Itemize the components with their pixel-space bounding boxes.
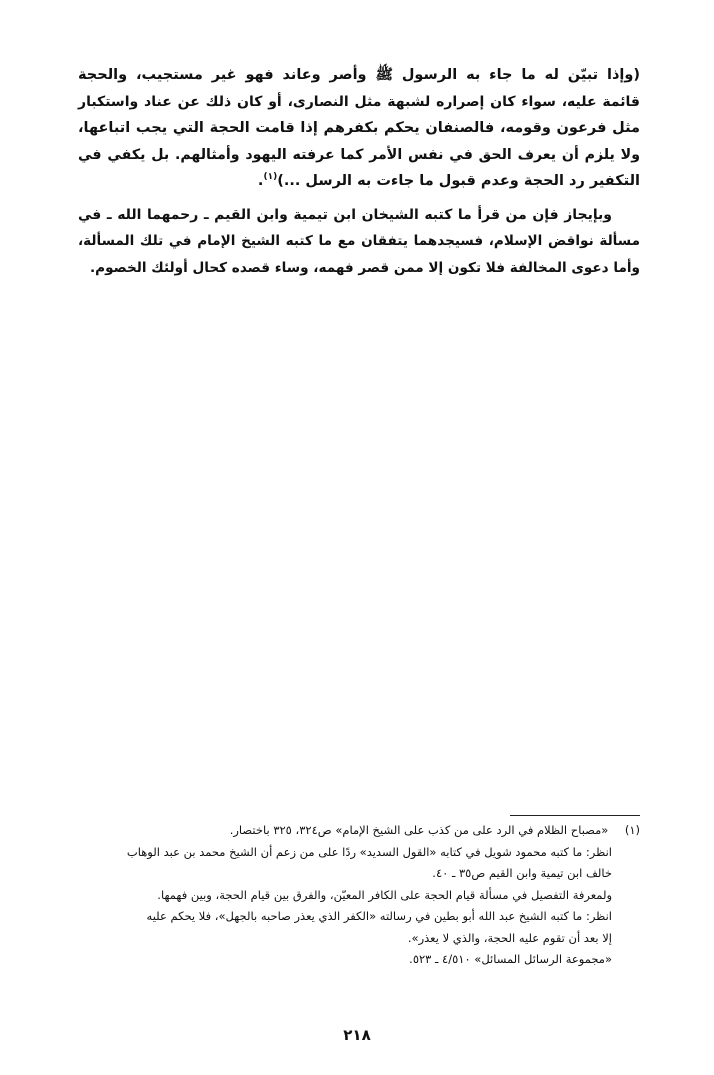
footnote-line: انظر: ما كتبه محمود شويل في كتابه «القول السديد» ردًا على من زعم أن الشيخ محمد بن عبد الوهاب <box>126 844 612 859</box>
footnote-number: (١) <box>624 823 640 837</box>
text-line: مسألة نواقض الإسلام، فسيجدهما يتفقان مع ما كتبه الشيخ الإمام في تلك المسألة، <box>78 233 640 249</box>
footnote-line: انظر: ما كتبه الشيخ عبد الله أبو بطين في رسالته «الكفر الذي يعذر صاحبه بالجهل»، فلا يحكم عليه <box>146 909 612 923</box>
footnote-line: «مجموعة الرسائل المسائل» ٤/٥١٠ ـ ٥٢٣. <box>409 952 612 966</box>
footnotes-block <box>78 820 640 971</box>
footnote-line <box>78 820 640 842</box>
text-line: قائمة عليه، سواء كان إصراره لشبهة مثل النصارى، أو كان ذلك عن عناد واستكبار <box>78 93 640 110</box>
text-line: وبإيجاز فإن من قرأ ما كتبه الشيخان ابن تيمية وابن القيم ـ رحمهما الله ـ في <box>78 206 612 223</box>
footnote-line: خالف ابن تيمية وابن القيم ص٣٥ ـ ٤٠. <box>432 866 612 880</box>
footnote-line: إلا بعد أن تقوم عليه الحجة، والذي لا يعذر». <box>407 930 612 945</box>
footnote-reference: (١) <box>263 172 278 183</box>
page-number: ٢١٨ <box>343 1026 371 1044</box>
text-line: (وإذا تبيّن له ما جاء به الرسول ﷺ وأصر وعاند فهو غير مستجيب، والحجة <box>78 67 640 83</box>
end-mark: . <box>257 173 264 189</box>
main-text-block <box>78 62 640 281</box>
text-line: وأما دعوى المخالفة فلا تكون إلا ممن قصر فهمه، وساء قصده كحال أولئك الخصوم. <box>89 259 640 276</box>
paragraph-2 <box>78 202 640 282</box>
paragraph-1 <box>78 62 640 195</box>
text-line: مثل فرعون وقومه، فالصنفان يحكم بكفرهم إذا قامت الحجة التي يجب اتباعها، <box>78 120 640 136</box>
text-line: ولا يلزم أن يعرف الحق في نفس الأمر كما عرفته اليهود وأمثالهم. بل يكفي في <box>78 146 640 163</box>
footnote-line: ولمعرفة التفصيل في مسألة قيام الحجة على الكافر المعيّن، والفرق بين قيام الحجة، وبين فهمها. <box>157 887 612 902</box>
footnote-separator <box>510 815 640 816</box>
footnote-text: «مصباح الظلام في الرد على من كذب على الشيخ الإمام» ص٣٢٤، ٣٢٥ باختصار. <box>229 823 609 837</box>
text-line-content: التكفير رد الحجة وعدم قبول ما جاءت به الرسل ...) <box>277 173 640 189</box>
text-line <box>78 168 640 195</box>
